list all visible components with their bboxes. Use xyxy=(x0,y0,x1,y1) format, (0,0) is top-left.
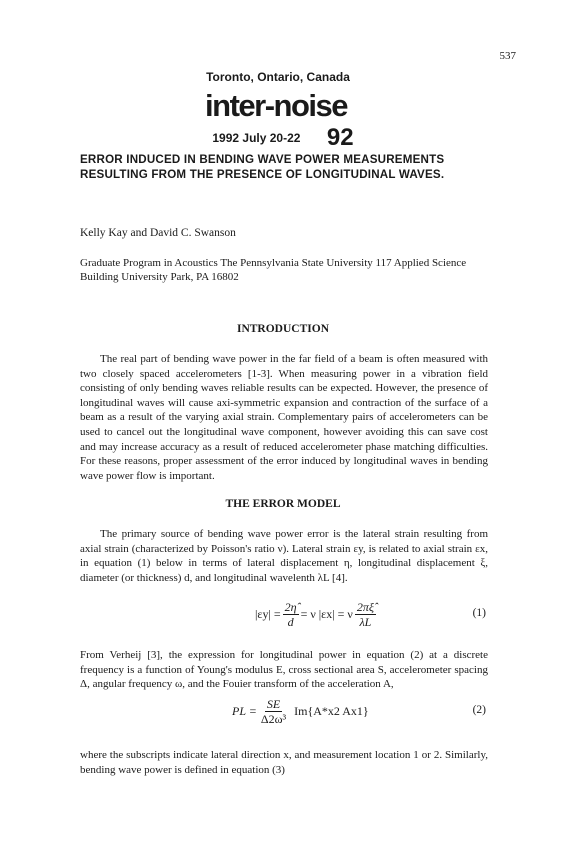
paper-title-line: ERROR INDUCED IN BENDING WAVE POWER MEASUREMENTS xyxy=(80,153,445,166)
page-number: 537 xyxy=(499,50,516,62)
conference-date-row xyxy=(0,124,566,152)
authors: Kelly Kay and David C. Swanson xyxy=(80,227,236,239)
section-heading-error-model: THE ERROR MODEL xyxy=(225,498,341,510)
equation-2-fraction xyxy=(259,697,288,726)
error-model-paragraph-2: From Verheij [3], the expression for longitudinal power in equation (2) at a discrete frequency is a function of Young's modulus E, cross sectional area S, accelerometer spacing Δ, angular frequency ω, and the Fouier transform of the acceleration A, xyxy=(80,649,488,691)
equation-1-frac1-denominator: d xyxy=(287,615,294,629)
conference-date: 1992 July 20-22 xyxy=(212,131,301,145)
introduction-paragraph: The real part of bending wave power in the far field of a beam is often measured with two closely spaced accelerometers [1-3]. When measuring power in a vibration field consisting of only bending waves reliable results can be expected. However, the presence of longitudinal waves will cause axi-symmetric expansion and contraction of the surface of a beam as a result of the varying axial strain. Complementary pairs of accelerometers can be used to cancel out the longitudinal wave component, however avoiding this can save cost and may increase accuracy as a result of reduced accelerometer phase matching difficulties. For these reasons, proper assessment of the error induced by longitudinal waves in bending wave power flow is important. xyxy=(80,353,488,482)
error-model-body-2 xyxy=(80,648,488,692)
equation-2-denominator: Δ2ω³ xyxy=(260,712,287,726)
introduction-body xyxy=(80,352,488,483)
equation-2 xyxy=(232,697,369,726)
error-model-paragraph-1: The primary source of bending wave power error is the lateral strain resulting from axial strain (characterized by Poisson's ratio ν). Lateral strain εy, is related to axial strain εx, in equation (1) below in terms of lateral displacement η, longitudinal displacement ξ, diameter (or thickness) d, and longitudinal wavelenth λL [4]. xyxy=(80,528,488,584)
paper-title-line: RESULTING FROM THE PRESENCE OF LONGITUDINAL WAVES. xyxy=(80,168,445,181)
error-model-paragraph-3: where the subscripts indicate lateral direction x, and measurement location 1 or 2. Similarly, bending wave power is defined in equation (3) xyxy=(80,749,488,776)
equation-1-frac1-numerator: 2η̂ xyxy=(284,600,297,614)
equation-1 xyxy=(255,600,378,629)
conference-location: Toronto, Ontario, Canada xyxy=(206,70,350,84)
conference-year-mark: 92 xyxy=(326,124,354,151)
equation-1-lhs: |εy| = xyxy=(255,607,281,621)
paper-title xyxy=(80,152,506,182)
equation-2-rhs: Im{A*x2 Ax1} xyxy=(294,704,369,718)
conference-header xyxy=(0,70,566,152)
equation-1-fraction-1 xyxy=(283,600,299,629)
equation-2-numerator: SE xyxy=(266,697,281,711)
affiliation: Graduate Program in Acoustics The Pennsylvania State University 117 Applied Science Building University Park, PA 16802 xyxy=(80,257,467,283)
equation-2-number: (2) xyxy=(472,704,486,716)
equation-1-fraction-2 xyxy=(355,600,376,629)
equation-1-number: (1) xyxy=(472,607,486,619)
conference-logo: inter-noise xyxy=(205,88,347,123)
error-model-body-3 xyxy=(80,748,488,777)
equation-1-middle: = ν |εx| = ν xyxy=(300,607,353,621)
equation-2-lhs: PL = xyxy=(232,704,257,718)
equation-1-frac2-numerator: 2πξ̂ xyxy=(356,600,374,614)
error-model-body-1 xyxy=(80,527,488,585)
section-heading-introduction: INTRODUCTION xyxy=(236,323,329,335)
equation-1-frac2-denominator: λL xyxy=(359,615,372,629)
